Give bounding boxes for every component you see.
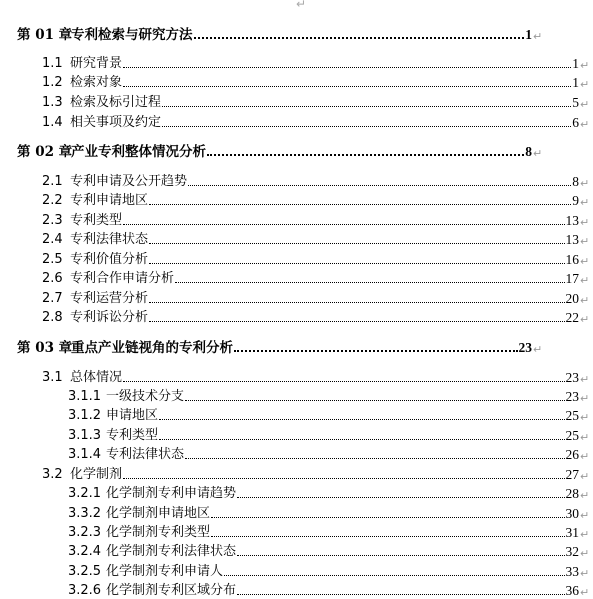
- toc-entry-title: 化学制剂申请地区: [106, 506, 211, 521]
- dot-leader: [185, 400, 564, 401]
- paragraph-mark-icon: ↵: [580, 235, 590, 248]
- toc-page-number: 26: [565, 447, 579, 462]
- toc-entry-title: 专利法律状态: [70, 232, 149, 247]
- dot-leader: [175, 282, 564, 283]
- dot-leader: [159, 419, 564, 420]
- toc-entry-title: 化学制剂专利申请人: [106, 564, 224, 579]
- toc-entry-title: 专利运营分析: [70, 291, 149, 306]
- toc-entry-number: 1.1: [42, 56, 63, 71]
- toc-entry[interactable]: [42, 287, 589, 307]
- toc-entry-title: 研究背景: [70, 56, 123, 71]
- toc-page-number: 23: [565, 389, 579, 404]
- toc-entry-number: 第 03 章: [17, 340, 73, 356]
- dot-leader: [123, 224, 564, 225]
- paragraph-mark-icon: ↵: [580, 586, 590, 599]
- paragraph-mark-icon: ↵: [580, 255, 590, 268]
- paragraph-mark-icon: ↵: [580, 489, 590, 502]
- toc-page-number: 1: [525, 27, 532, 42]
- toc-entry[interactable]: [68, 443, 589, 463]
- toc-entry-title: 专利诉讼分析: [70, 310, 149, 325]
- toc-page-number: 9: [572, 193, 579, 208]
- toc-page-number: 23: [565, 370, 579, 385]
- toc-page-number: 16: [565, 252, 579, 267]
- paragraph-mark-icon: ↵: [580, 216, 590, 229]
- toc-entry-number: 3.2.6: [68, 583, 102, 598]
- toc-page-number: 13: [565, 213, 579, 228]
- toc-entry[interactable]: [68, 579, 589, 599]
- toc-entry-number: 2.7: [42, 291, 63, 306]
- toc-entry-number: 第 01 章: [17, 27, 73, 43]
- toc-entry-number: 3.2: [42, 467, 63, 482]
- dot-leader: [162, 106, 571, 107]
- toc-entry[interactable]: [68, 424, 589, 444]
- paragraph-mark-icon: ↵: [580, 196, 590, 209]
- dot-leader: [185, 458, 564, 459]
- toc-entry-title: 化学制剂专利类型: [106, 525, 211, 540]
- paragraph-mark-icon: ↵: [533, 343, 543, 356]
- toc-page-number: 6: [572, 115, 579, 130]
- toc-entry-title: 化学制剂专利申请趋势: [106, 486, 237, 501]
- toc-entry[interactable]: [42, 189, 589, 209]
- toc-page-number: 28: [565, 486, 579, 501]
- toc-entry-number: 3.1.1: [68, 389, 102, 404]
- toc-page-number: 1: [572, 56, 579, 71]
- paragraph-mark-icon: ↵: [580, 118, 590, 131]
- toc-entry-title: 产业专利整体情况分析: [71, 144, 206, 160]
- toc-entry-number: 2.2: [42, 193, 63, 208]
- toc-entry[interactable]: [68, 521, 589, 541]
- paragraph-mark-icon: ↵: [580, 373, 590, 386]
- toc-entry-number: 2.4: [42, 232, 63, 247]
- paragraph-mark-icon: ↵: [580, 528, 590, 541]
- toc-entry[interactable]: [42, 91, 589, 111]
- toc-entry-title: 专利类型: [106, 428, 159, 443]
- dot-leader: [237, 555, 564, 556]
- toc-page-number: 13: [565, 232, 579, 247]
- toc-entry-title: 专利检索与研究方法: [71, 27, 193, 43]
- toc-page-number: 33: [565, 564, 579, 579]
- paragraph-mark-icon: ↵: [580, 470, 590, 483]
- toc-entry[interactable]: [42, 228, 589, 248]
- toc-page-number: 8: [572, 174, 579, 189]
- dot-leader: [149, 302, 564, 303]
- toc-entry[interactable]: [42, 306, 589, 326]
- paragraph-mark-icon: ↵: [580, 392, 590, 405]
- toc-page-number: 32: [565, 544, 579, 559]
- toc-entry-number: 3.1: [42, 370, 63, 385]
- toc-entry-number: 3.1.2: [68, 408, 102, 423]
- toc-entry-number: 1.3: [42, 95, 63, 110]
- toc-chapter-entry[interactable]: [17, 140, 542, 160]
- toc-entry-number: 3.2.5: [68, 564, 102, 579]
- toc-entry-number: 3.3.2: [68, 506, 102, 521]
- dot-leader: [207, 154, 524, 156]
- dot-leader: [237, 497, 564, 498]
- toc-entry-number: 3.1.3: [68, 428, 102, 443]
- toc-entry-number: 2.5: [42, 252, 63, 267]
- toc-entry[interactable]: [42, 267, 589, 287]
- toc-page-number: 17: [565, 271, 579, 286]
- toc-entry[interactable]: [42, 366, 589, 386]
- paragraph-mark-icon: ↵: [580, 547, 590, 560]
- paragraph-mark-icon: ↵: [533, 30, 543, 43]
- toc-entry[interactable]: [68, 540, 589, 560]
- toc-page-number: 25: [565, 408, 579, 423]
- toc-page-number: 23: [518, 340, 532, 355]
- toc-entry-number: 3.2.1: [68, 486, 102, 501]
- dot-leader: [149, 204, 571, 205]
- toc-chapter-entry[interactable]: [17, 23, 542, 43]
- dot-leader: [123, 86, 571, 87]
- toc-entry-title: 检索及标引过程: [70, 95, 162, 110]
- toc-page-number: 5: [572, 95, 579, 110]
- toc-entry[interactable]: [42, 111, 589, 131]
- toc-entry[interactable]: [42, 248, 589, 268]
- toc-entry-number: 2.8: [42, 310, 63, 325]
- toc-entry-title: 化学制剂专利法律状态: [106, 544, 237, 559]
- dot-leader: [234, 350, 518, 352]
- toc-page-number: 30: [565, 506, 579, 521]
- toc-page-number: 25: [565, 428, 579, 443]
- toc-entry-title: 专利申请及公开趋势: [70, 174, 188, 189]
- toc-page-number: 36: [565, 583, 579, 598]
- dot-leader: [123, 381, 564, 382]
- toc-entry[interactable]: [42, 170, 589, 190]
- toc-entry-title: 专利申请地区: [70, 193, 149, 208]
- dot-leader: [123, 478, 564, 479]
- toc-entry[interactable]: [42, 463, 589, 483]
- dot-leader: [224, 575, 564, 576]
- toc-entry-title: 专利法律状态: [106, 447, 185, 462]
- paragraph-mark-icon: ↵: [580, 567, 590, 580]
- dot-leader: [149, 321, 564, 322]
- paragraph-mark-icon: ↵: [580, 431, 590, 444]
- toc-entry[interactable]: [68, 482, 589, 502]
- toc-entry[interactable]: [42, 209, 589, 229]
- toc-entry-title: 重点产业链视角的专利分析: [71, 340, 233, 356]
- toc-page-number: 27: [565, 467, 579, 482]
- dot-leader: [194, 37, 525, 39]
- paragraph-mark-icon: ↵: [580, 509, 590, 522]
- dot-leader: [159, 439, 564, 440]
- toc-entry[interactable]: [68, 385, 589, 405]
- toc-entry-number: 2.3: [42, 213, 63, 228]
- toc-page-number: 31: [565, 525, 579, 540]
- dot-leader: [188, 185, 571, 186]
- paragraph-mark-icon: ↵: [580, 450, 590, 463]
- paragraph-mark-icon: ↵: [580, 78, 590, 91]
- toc-entry[interactable]: [68, 404, 589, 424]
- toc-entry-title: 专利合作申请分析: [70, 271, 175, 286]
- toc-entry-number: 3.2.4: [68, 544, 102, 559]
- dot-leader: [162, 126, 571, 127]
- toc-entry-number: 3.1.4: [68, 447, 102, 462]
- paragraph-mark-icon: ↵: [533, 147, 543, 160]
- toc-chapter-entry[interactable]: [17, 336, 542, 356]
- toc-entry[interactable]: [42, 71, 589, 91]
- paragraph-mark-icon: ↵: [580, 294, 590, 307]
- toc-entry-number: 1.4: [42, 115, 63, 130]
- toc-entry-number: 第 02 章: [17, 144, 73, 160]
- toc-page-number: 8: [525, 144, 532, 159]
- dot-leader: [211, 517, 564, 518]
- toc-page-number: 20: [565, 291, 579, 306]
- toc-entry-title: 申请地区: [106, 408, 159, 423]
- toc-entry-number: 2.6: [42, 271, 63, 286]
- paragraph-mark-icon: ↵: [580, 411, 590, 424]
- toc-entry-number: 1.2: [42, 75, 63, 90]
- toc-entry[interactable]: [68, 502, 589, 522]
- toc-entry-title: 相关事项及约定: [70, 115, 162, 130]
- toc-entry[interactable]: [42, 52, 589, 72]
- toc-entry-title: 总体情况: [70, 370, 123, 385]
- toc-entry[interactable]: [68, 560, 589, 580]
- toc-entry-number: 2.1: [42, 174, 63, 189]
- toc-entry-title: 专利价值分析: [70, 252, 149, 267]
- paragraph-mark-icon: ↵: [580, 313, 590, 326]
- toc-entry-number: 3.2.3: [68, 525, 102, 540]
- toc-entry-title: 化学制剂专利区域分布: [106, 583, 237, 598]
- toc-page-number: 22: [565, 310, 579, 325]
- toc-entry-title: 专利类型: [70, 213, 123, 228]
- paragraph-mark-icon: ↵: [580, 274, 590, 287]
- paragraph-mark-icon: ↵: [580, 59, 590, 72]
- dot-leader: [123, 67, 571, 68]
- dot-leader: [211, 536, 564, 537]
- toc-entry-title: 化学制剂: [70, 467, 123, 482]
- toc-page-number: 1: [572, 75, 579, 90]
- paragraph-mark-icon: ↵: [580, 98, 590, 111]
- paragraph-mark-icon: ↵: [296, 0, 307, 11]
- dot-leader: [149, 243, 564, 244]
- toc-entry-title: 一级技术分支: [106, 389, 185, 404]
- paragraph-mark-icon: ↵: [580, 177, 590, 190]
- dot-leader: [149, 263, 564, 264]
- toc-entry-title: 检索对象: [70, 75, 123, 90]
